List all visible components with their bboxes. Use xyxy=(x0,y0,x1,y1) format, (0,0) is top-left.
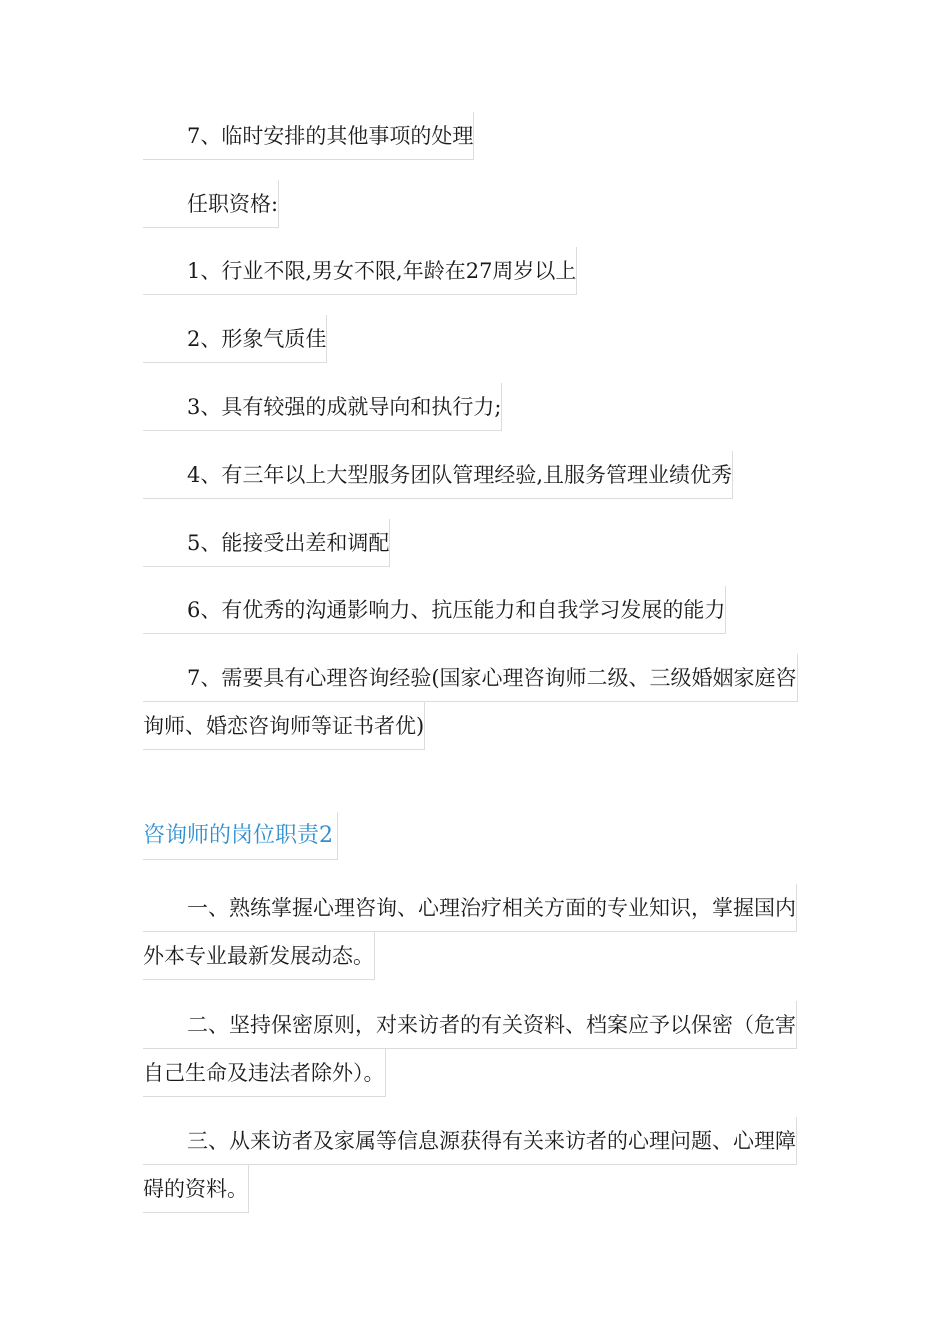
responsibility-2 xyxy=(143,1001,797,1097)
responsibility-3-line1: 三、从来访者及家属等信息源获得有关来访者的心理问题、心理障 xyxy=(143,1117,797,1165)
qualification-item-2-text: 2、形象气质佳 xyxy=(143,315,327,363)
duty-item-7 xyxy=(143,112,474,160)
qualifications-label xyxy=(143,180,279,228)
section-heading: 咨询师的岗位职责2 xyxy=(143,812,338,860)
duty-item-7-text: 7、临时安排的其他事项的处理 xyxy=(143,112,474,160)
qualification-item-4 xyxy=(143,451,733,499)
qualification-item-1 xyxy=(143,247,577,295)
responsibility-1 xyxy=(143,884,797,980)
qualifications-label-text: 任职资格: xyxy=(143,180,279,228)
qualification-item-5-text: 5、能接受出差和调配 xyxy=(143,519,390,567)
responsibility-2-line2: 自己生命及违法者除外）。 xyxy=(143,1049,386,1097)
responsibility-3-line2: 碍的资料。 xyxy=(143,1165,249,1213)
qualification-item-4-text: 4、有三年以上大型服务团队管理经验,且服务管理业绩优秀 xyxy=(143,451,733,499)
qualification-item-1-text: 1、行业不限,男女不限,年龄在27周岁以上 xyxy=(143,247,577,295)
qualification-item-6-text: 6、有优秀的沟通影响力、抗压能力和自我学习发展的能力 xyxy=(143,586,726,634)
responsibility-1-line2: 外本专业最新发展动态。 xyxy=(143,932,375,980)
responsibility-1-line1: 一、熟练掌握心理咨询、心理治疗相关方面的专业知识，掌握国内 xyxy=(143,884,797,932)
qualification-item-5 xyxy=(143,519,390,567)
qualification-item-2 xyxy=(143,315,327,363)
qualification-item-3-text: 3、具有较强的成就导向和执行力; xyxy=(143,383,502,431)
qualification-item-6 xyxy=(143,586,726,634)
responsibility-2-line1: 二、坚持保密原则，对来访者的有关资料、档案应予以保密（危害 xyxy=(143,1001,797,1049)
qualification-item-3 xyxy=(143,383,502,431)
qualification-item-7-line1: 7、需要具有心理咨询经验(国家心理咨询师二级、三级婚姻家庭咨 xyxy=(143,654,798,702)
qualification-item-7-line2: 询师、婚恋咨询师等证书者优) xyxy=(143,702,425,750)
responsibility-3 xyxy=(143,1117,797,1213)
qualification-item-7 xyxy=(143,654,798,750)
